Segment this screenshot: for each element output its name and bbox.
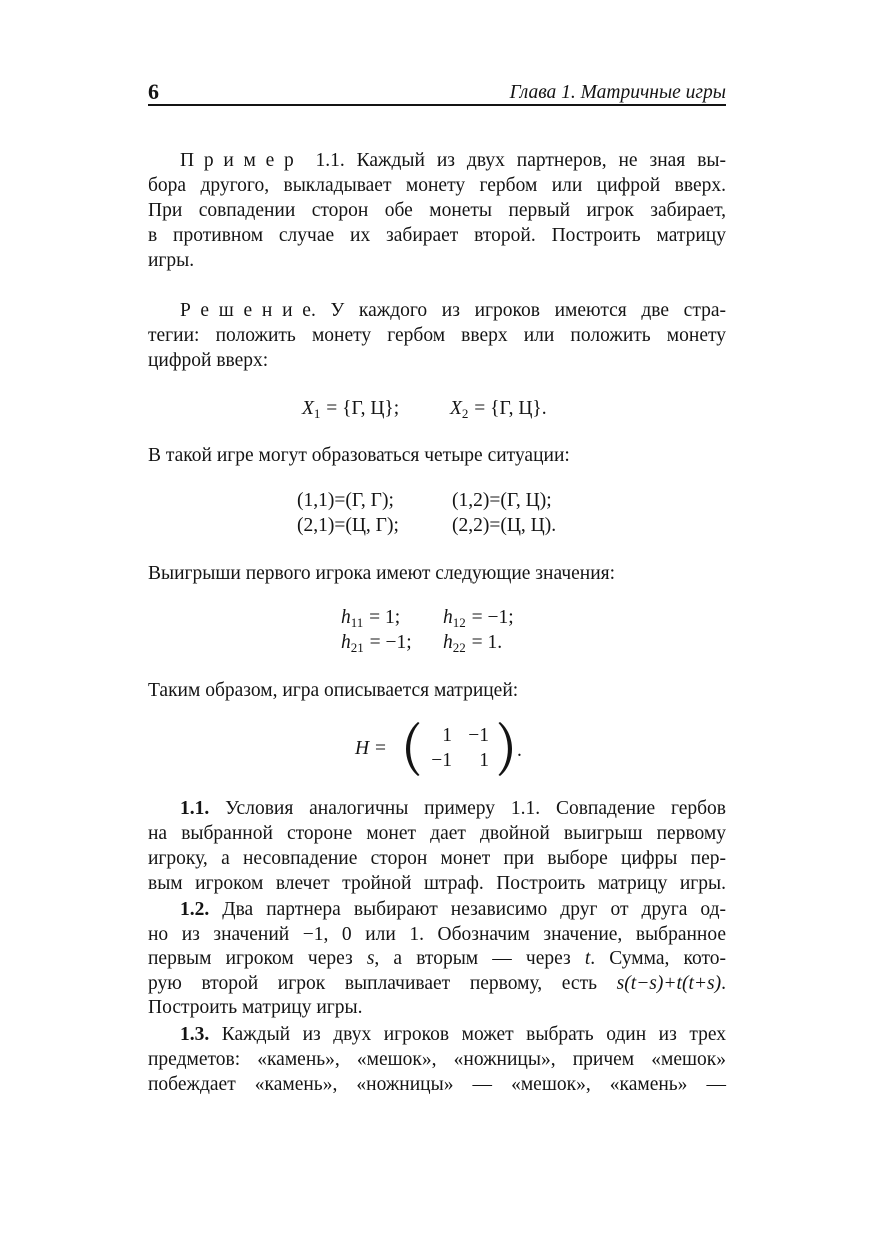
text-line: в противном случае их забирает второй. Построить матрицу xyxy=(148,225,726,246)
payoff-value xyxy=(341,605,400,630)
payoff-value xyxy=(443,605,514,630)
text-line: В такой игре могут образоваться четыре ситуации: xyxy=(148,445,570,466)
formula-rhs: = 1. xyxy=(471,632,503,653)
matrix-end-period: . xyxy=(517,740,522,761)
matrix-lhs xyxy=(355,736,386,761)
matrix-cell: 1 xyxy=(479,750,489,771)
text-line: цифрой вверх: xyxy=(148,350,269,371)
problem-number: 1.1. xyxy=(180,798,210,819)
formula-rhs: = 1; xyxy=(369,607,401,628)
running-title: Глава 1. Матричные игры xyxy=(509,82,726,103)
situation-item: (1,2)=(Г, Ц); xyxy=(452,490,552,511)
problem-number: 1.2. xyxy=(180,899,210,920)
page-number: 6 xyxy=(148,79,159,104)
math-variable-t: t xyxy=(584,948,591,969)
text-segment: , а вторым — через xyxy=(374,948,585,969)
strategy-set-formula xyxy=(450,396,547,421)
text-line xyxy=(148,898,726,923)
matrix-intro xyxy=(148,678,726,703)
text-line: но из значений −1, 0 или 1. Обозначим значение, выбранное xyxy=(148,923,726,945)
equals-sign: = xyxy=(374,738,386,759)
payoff-value xyxy=(341,630,412,655)
text-line xyxy=(148,148,726,173)
solution-paragraph xyxy=(148,298,726,373)
problem-1-2 xyxy=(148,898,726,1021)
math-subscript: 12 xyxy=(452,615,466,630)
text-line xyxy=(148,796,726,821)
formula-rhs: = −1; xyxy=(471,607,514,628)
situation-item: (1,1)=(Г, Г); xyxy=(297,490,394,511)
math-variable: h xyxy=(443,632,453,653)
math-subscript: 11 xyxy=(350,615,364,630)
math-variable: h xyxy=(341,632,351,653)
matrix-cell: −1 xyxy=(431,750,452,771)
math-expression: s(t−s)+t(t+s) xyxy=(616,972,722,994)
math-subscript: 2 xyxy=(461,406,469,421)
formula-rhs: = {Г, Ц}. xyxy=(474,398,547,419)
situation-item: (2,2)=(Ц, Ц). xyxy=(452,515,557,536)
text-line: Выигрыши первого игрока имеют следующие значения: xyxy=(148,563,616,584)
matrix-cell: −1 xyxy=(468,725,489,746)
situations-intro xyxy=(148,443,726,468)
payoff-value xyxy=(443,630,502,655)
math-variable: X xyxy=(302,398,314,419)
header-rule xyxy=(148,104,726,106)
math-variable-s: s xyxy=(366,948,375,969)
strategy-set-formula xyxy=(302,396,399,421)
right-parenthesis xyxy=(499,722,513,776)
situation-item: (2,1)=(Ц, Г); xyxy=(297,515,399,536)
formula-rhs: = −1; xyxy=(369,632,412,653)
text-segment: Каждый из двух игроков может выбрать один из трех xyxy=(221,1024,726,1045)
math-variable: X xyxy=(450,398,462,419)
payoffs-intro xyxy=(148,561,726,586)
math-variable: h xyxy=(443,607,453,628)
text-segment: 1.1. Каждый из двух партнеров, не зная вы- xyxy=(315,150,726,171)
math-subscript: 22 xyxy=(452,640,466,655)
problem-number: 1.3. xyxy=(180,1024,210,1045)
matrix-cell: 1 xyxy=(442,725,452,746)
text-segment: . У каждого из игроков имеются две стра- xyxy=(310,300,726,321)
math-subscript: 21 xyxy=(350,640,364,655)
formula-rhs: = {Г, Ц}; xyxy=(326,398,400,419)
text-line: предметов: «камень», «мешок», «ножницы», причем «мешок» xyxy=(148,1049,726,1070)
text-segment: Два партнера выбирают независимо друг от друга од- xyxy=(222,899,726,920)
text-segment: Условия аналогичны примеру 1.1. Совпадение гербов xyxy=(225,798,726,819)
text-line xyxy=(148,972,726,997)
example-paragraph xyxy=(148,148,726,273)
text-line xyxy=(148,298,726,323)
text-line: на выбранной стороне монет дает двойной выигрыш первому xyxy=(148,823,726,844)
left-parenthesis xyxy=(406,722,420,776)
text-line: игроку, а несовпадение сторон монет при выборе цифры пер- xyxy=(148,848,726,869)
text-line: побеждает «камень», «ножницы» — «мешок», «камень» — xyxy=(148,1074,726,1095)
text-line: тегии: положить монету гербом вверх или положить монету xyxy=(148,325,726,346)
text-line: Построить матрицу игры. xyxy=(148,997,363,1018)
text-line xyxy=(148,947,726,972)
example-label: Пример xyxy=(180,150,304,171)
text-segment: первым игроком через xyxy=(148,948,367,969)
text-line: вым игроком влечет тройной штраф. Построить матрицу игры. xyxy=(148,873,726,894)
math-variable: H xyxy=(355,738,370,759)
text-segment: . Сумма, кото- xyxy=(590,948,726,969)
text-segment: . xyxy=(721,972,726,994)
text-line: игры. xyxy=(148,250,195,271)
problem-1-3 xyxy=(148,1022,726,1097)
math-subscript: 1 xyxy=(313,406,321,421)
text-line: При совпадении сторон обе монеты первый игрок забирает, xyxy=(148,200,726,221)
text-line xyxy=(148,1022,726,1047)
text-line: Таким образом, игра описывается матрицей: xyxy=(148,680,519,701)
text-line: бора другого, выкладывает монету гербом или цифрой вверх. xyxy=(148,175,726,196)
text-segment: рую второй игрок выплачивает первому, есть xyxy=(148,972,617,994)
problem-1-1 xyxy=(148,796,726,896)
math-variable: h xyxy=(341,607,351,628)
solution-label: Решение xyxy=(180,300,321,321)
